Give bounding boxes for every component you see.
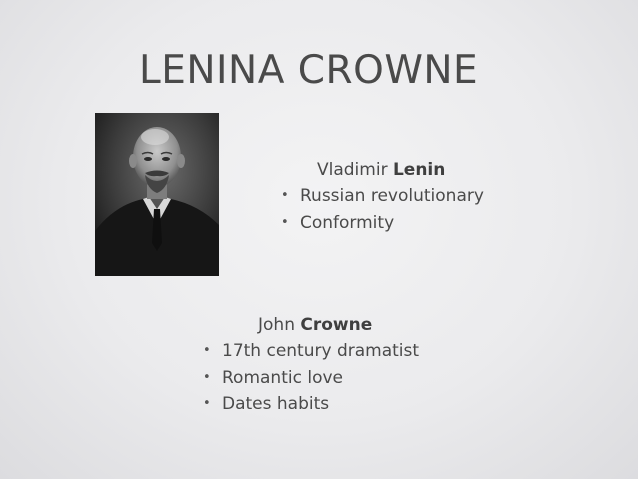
bullet-marker: • [203, 396, 211, 411]
list-item-text: Romantic love [222, 367, 343, 388]
list-item [203, 365, 419, 392]
bullet-marker: • [281, 188, 289, 203]
list-item [281, 210, 484, 237]
lenin-last-name: Lenin [392, 160, 446, 180]
bullet-marker: • [281, 214, 289, 230]
list-item [203, 391, 419, 418]
bullet-marker: • [203, 369, 211, 385]
crowne-heading [203, 312, 419, 338]
list-item-text: Conformity [300, 212, 395, 233]
list-item [281, 183, 484, 210]
lenin-heading [281, 157, 484, 183]
list-item-text: Russian revolutionary [300, 186, 484, 206]
lenin-info-block [281, 157, 484, 236]
list-item-text: Dates habits [222, 394, 330, 414]
list-item-text: 17th century dramatist [222, 341, 420, 361]
lenin-first-name: Vladimir [317, 160, 388, 180]
crowne-info-block [203, 312, 419, 418]
crowne-bullet-list [203, 338, 419, 418]
lenin-bullet-list [281, 183, 484, 236]
crowne-last-name: Crowne [300, 315, 373, 335]
lenin-portrait-photo [95, 113, 219, 276]
bullet-marker: • [203, 343, 211, 358]
list-item [203, 338, 419, 365]
crowne-first-name: John [258, 315, 295, 335]
slide-title: LENINA CROWNE [139, 48, 479, 93]
